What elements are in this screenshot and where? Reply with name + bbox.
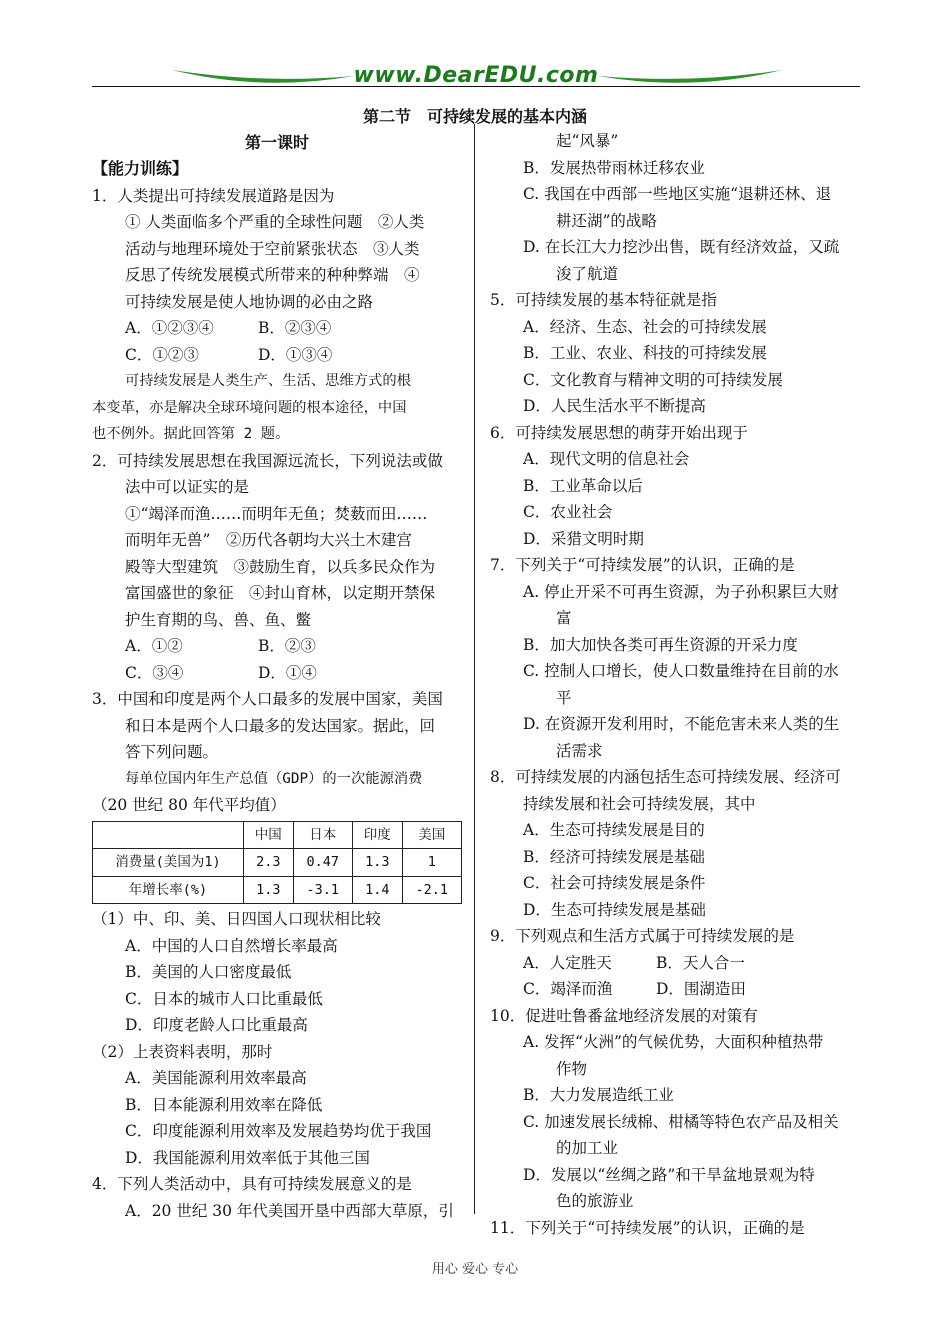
column-divider (474, 124, 475, 1214)
table-row (93, 876, 462, 904)
table-cell: 印度 (352, 821, 402, 849)
question-1 (92, 183, 462, 369)
option-d[interactable]: D．我国能源利用效率低于其他三国 (125, 1148, 370, 1167)
question-6 (490, 420, 860, 553)
option-d[interactable]: D. 在长江大力挖沙出售，既有经济效益，又疏 (523, 238, 840, 256)
option-b[interactable]: B．加大加快各类可再生资源的开采力度 (523, 635, 798, 654)
option-c[interactable]: C．农业社会 (523, 503, 613, 521)
option-a[interactable]: A．人定胜天 (523, 953, 612, 972)
question-stem: 和日本是两个人口最多的发达国家。据此，回 (125, 716, 436, 735)
sub-question-stem: （2）上表资料表明，那时 (92, 1042, 273, 1061)
question-stem: 1．人类提出可持续发展道路是因为 (92, 186, 335, 205)
option-b[interactable]: B．大力发展造纸工业 (523, 1086, 674, 1104)
question-line: 护生育期的鸟、兽、鱼、鳖 (125, 610, 312, 629)
option-c[interactable]: C．社会可持续发展是条件 (523, 874, 706, 892)
header-rule (92, 86, 860, 87)
question-stem: 11．下列关于“可持续发展”的认识，正确的是 (490, 1218, 805, 1237)
sub-question-stem: （1）中、印、美、日四国人口现状相比较 (92, 910, 381, 928)
option-b[interactable]: B．②③④ (258, 319, 332, 337)
option-c[interactable]: C．①②③ (125, 345, 199, 364)
reading-passage (92, 368, 462, 448)
table-cell: 1 (402, 849, 461, 877)
option-line: 浚了航道 (556, 264, 619, 283)
question-line: 而明年无兽” ②历代各朝均大兴土木建宫 (125, 531, 412, 549)
table-cell: 0.47 (293, 849, 352, 877)
question-stem: 2．可持续发展思想在我国源远流长，下列说法或做 (92, 451, 443, 470)
table-caption: 每单位国内年生产总值（GDP）的一次能源消费 (125, 770, 423, 787)
page-footer: 用心 爱心 专心 (431, 1262, 519, 1277)
table-cell: 1.3 (352, 849, 402, 877)
option-c[interactable]: C．印度能源利用效率及发展趋势均优于我国 (125, 1122, 432, 1140)
option-line: 色的旅游业 (556, 1192, 634, 1210)
left-column (92, 156, 462, 1224)
option-b[interactable]: B．工业、农业、科技的可持续发展 (523, 344, 767, 362)
table-header-row (93, 821, 462, 849)
option-a[interactable]: A．①②③④ (125, 319, 214, 337)
question-stem: 持续发展和社会可持续发展，其中 (523, 794, 756, 813)
table-cell: 年增长率(%) (93, 876, 244, 904)
option-c[interactable]: C．日本的城市人口比重最低 (125, 989, 323, 1008)
option-b[interactable]: B．经济可持续发展是基础 (523, 847, 705, 866)
option-line: 作物 (556, 1059, 588, 1078)
table-cell: 美国 (402, 821, 461, 849)
question-stem: 8．可持续发展的内涵包括生态可持续发展、经济可 (490, 768, 841, 786)
option-d[interactable]: D．围湖造田 (656, 980, 746, 998)
question-9 (490, 923, 860, 1003)
option-d[interactable]: D. 在资源开发利用时，不能危害未来人类的生 (523, 715, 840, 733)
question-stem: 9．下列观点和生活方式属于可持续发展的是 (490, 927, 795, 945)
question-7 (490, 552, 860, 764)
table-cell: -3.1 (293, 876, 352, 904)
option-d[interactable]: D．发展以“丝绸之路”和干旱盆地景观为特 (523, 1165, 815, 1184)
question-line: 富国盛世的象征 ④封山育林，以定期开禁保 (125, 584, 436, 602)
option-line: 起“风暴” (556, 132, 619, 150)
option-line: 富 (556, 609, 572, 627)
option-a[interactable]: A．中国的人口自然增长率最高 (125, 936, 338, 955)
option-a[interactable]: A．生态可持续发展是目的 (523, 821, 705, 839)
table-cell: 2.3 (244, 849, 294, 877)
option-d[interactable]: D．人民生活水平不断提高 (523, 397, 706, 415)
table-cell (93, 821, 244, 849)
option-b[interactable]: B．发展热带雨林迁移农业 (523, 158, 705, 177)
section-heading: 【能力训练】 (92, 159, 189, 178)
question-line: 可持续发展是使人地协调的必由之路 (125, 292, 374, 311)
passage-line: 本变革，亦是解决全球环境问题的根本途径，中国 (92, 399, 407, 416)
option-b[interactable]: B．日本能源利用效率在降低 (125, 1095, 323, 1114)
question-stem: 6．可持续发展思想的萌芽开始出现于 (490, 423, 748, 442)
right-column (490, 128, 860, 1241)
question-stem: 4．下列人类活动中，具有可持续发展意义的是 (92, 1175, 412, 1193)
passage-line: 可持续发展是人类生产、生活、思维方式的根 (125, 373, 411, 389)
energy-table (92, 821, 462, 905)
question-10 (490, 1003, 860, 1215)
question-3 (92, 686, 462, 1171)
question-stem: 7．下列关于“可持续发展”的认识，正确的是 (490, 556, 795, 574)
option-line: 活需求 (556, 741, 603, 760)
option-c[interactable]: C. 我国在中西部一些地区实施“退耕还林、退 (523, 185, 832, 203)
question-4-continued (490, 128, 860, 287)
option-b[interactable]: B．天人合一 (656, 953, 745, 972)
question-8 (490, 764, 860, 923)
table-cell: 消费量(美国为1) (93, 849, 244, 877)
question-4 (92, 1171, 462, 1224)
option-a[interactable]: A．①② (125, 637, 183, 655)
table-cell: 1.3 (244, 876, 294, 904)
question-line: 反思了传统发展模式所带来的种种弊端 ④ (125, 266, 420, 284)
table-cell: -2.1 (402, 876, 461, 904)
table-cell: 1.4 (352, 876, 402, 904)
table-cell: 日本 (293, 821, 352, 849)
option-c[interactable]: C. 控制人口增长，使人口数量维持在目前的水 (523, 662, 839, 680)
page-title: 第二节 可持续发展的基本内涵 (362, 107, 587, 126)
option-a[interactable]: A．现代文明的信息社会 (523, 450, 690, 468)
site-logo[interactable]: www.DearEDU.com (353, 63, 599, 88)
question-line: 活动与地理环境处于空前紧张状态 ③人类 (125, 239, 420, 258)
option-d[interactable]: D．生态可持续发展是基础 (523, 900, 706, 919)
option-d[interactable]: D．①④ (258, 663, 317, 682)
option-b[interactable]: B．工业革命以后 (523, 476, 643, 495)
option-c[interactable]: C．竭泽而渔 (523, 980, 613, 998)
option-a[interactable]: A. 发挥“火洲”的气候优势，大面积种植热带 (523, 1033, 824, 1051)
question-stem: 法中可以证实的是 (125, 478, 250, 496)
question-line: 殿等大型建筑 ③鼓励生育，以兵多民众作为 (125, 557, 436, 576)
question-2 (92, 448, 462, 687)
option-a[interactable]: A．美国能源利用效率最高 (125, 1069, 307, 1087)
question-stem: 答下列问题。 (125, 743, 219, 761)
option-b[interactable]: B．②③ (258, 637, 316, 655)
option-line: 耕还湖”的战略 (556, 211, 657, 230)
table-cell: 中国 (244, 821, 294, 849)
lesson-subtitle: 第一课时 (244, 133, 309, 152)
option-b[interactable]: B．美国的人口密度最低 (125, 963, 292, 981)
option-c[interactable]: C．文化教育与精神文明的可持续发展 (523, 370, 783, 389)
option-c[interactable]: C. 加速发展长绒棉、柑橘等特色农产品及相关 (523, 1112, 839, 1131)
question-line: ①“竭泽而渔……而明年无鱼；焚薮而田…… (125, 504, 428, 523)
question-stem: 5．可持续发展的基本特征就是指 (490, 291, 717, 309)
option-d[interactable]: D．印度老龄人口比重最高 (125, 1016, 308, 1034)
question-stem: 10．促进吐鲁番盆地经济发展的对策有 (490, 1006, 758, 1025)
option-line: 的加工业 (556, 1139, 619, 1157)
passage-line: 也不例外。据此回答第 2 题。 (92, 426, 290, 442)
question-5 (490, 287, 860, 420)
option-d[interactable]: D．采猎文明时期 (523, 529, 644, 548)
option-c[interactable]: C．③④ (125, 663, 184, 682)
option-d[interactable]: D．①③④ (258, 345, 333, 364)
option-line: 平 (556, 688, 572, 707)
table-caption: （20 世纪 80 年代平均值） (92, 796, 286, 814)
option-a[interactable]: A．20 世纪 30 年代美国开垦中西部大草原，引 (125, 1201, 454, 1220)
question-stem: 3．中国和印度是两个人口最多的发展中国家，美国 (92, 690, 443, 708)
question-11 (490, 1215, 860, 1242)
option-a[interactable]: A．经济、生态、社会的可持续发展 (523, 317, 767, 336)
question-line: ① 人类面临多个严重的全球性问题 ②人类 (125, 213, 425, 231)
table-row (93, 849, 462, 877)
option-a[interactable]: A. 停止开采不可再生资源，为子孙积累巨大财 (523, 582, 839, 601)
